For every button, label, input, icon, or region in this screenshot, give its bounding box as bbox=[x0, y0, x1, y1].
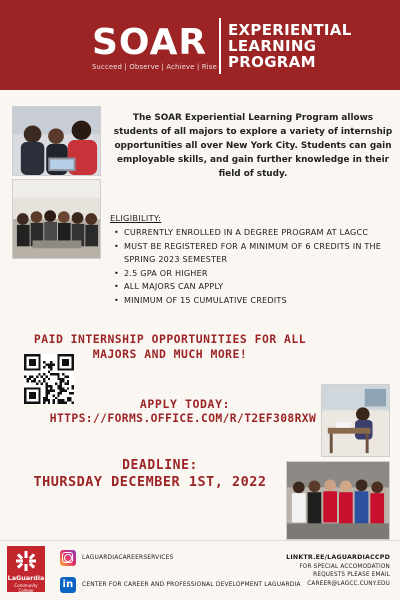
linkedin-name[interactable]: CENTER FOR CAREER AND PROFESSIONAL DEVELOPMENT LAGUARDIA bbox=[82, 582, 301, 588]
eligibility-heading: ELIGIBILITY: bbox=[110, 213, 162, 223]
soar-tagline: Succeed | Observe | Achieve | Rise bbox=[92, 63, 217, 71]
program-title-line: PROGRAM bbox=[228, 53, 316, 71]
eligibility-item: • CURRENTLY ENROLLED IN A DEGREE PROGRAM AT LAGCC bbox=[110, 226, 395, 240]
logo-subtitle: Community College bbox=[14, 583, 38, 593]
intro-paragraph: The SOAR Experiential Learning Program allows students of all majors to explore a variety of internship opportunities all over New York City. Students can gain employable skills, and gain further knowledge in their field of study. bbox=[113, 113, 393, 179]
header-banner bbox=[0, 0, 400, 90]
eligibility-item: • ALL MAJORS CAN APPLY bbox=[110, 280, 395, 294]
soar-title: SOAR bbox=[92, 22, 208, 63]
accommodation-line: REQUESTS PLEASE EMAIL bbox=[313, 572, 390, 579]
contact-block bbox=[240, 554, 390, 588]
accommodation-line: FOR SPECIAL ACCOMODATION bbox=[299, 563, 390, 570]
instagram-handle[interactable]: LAGUARDIACAREERSERVICES bbox=[82, 555, 174, 561]
laguardia-mark-icon bbox=[15, 550, 37, 572]
deadline-title: DEADLINE: bbox=[122, 458, 198, 473]
eligibility-item: • MINIMUM OF 15 CUMULATIVE CREDITS bbox=[110, 294, 395, 308]
laguardia-logo-icon bbox=[7, 546, 45, 592]
photo-students-laptop bbox=[12, 106, 101, 176]
photo-student-group bbox=[12, 179, 101, 259]
apply-url-link[interactable]: HTTPS://FORMS.OFFICE.COM/R/T2EF308RXW bbox=[49, 412, 317, 425]
linkedin-icon: in bbox=[60, 577, 76, 593]
footer-divider bbox=[0, 540, 400, 541]
header-divider bbox=[219, 18, 221, 74]
instagram-icon bbox=[60, 550, 76, 566]
eligibility-item: • 2.5 GPA OR HIGHER bbox=[110, 267, 395, 281]
program-title-line: EXPERIENTIAL bbox=[228, 21, 352, 39]
program-title bbox=[228, 22, 352, 70]
photo-student-desk bbox=[321, 384, 390, 457]
eligibility-item: • MUST BE REGISTERED FOR A MINIMUM OF 6 CREDITS IN THE SPRING 2023 SEMESTER bbox=[110, 240, 395, 267]
program-title-line: LEARNING bbox=[228, 37, 317, 55]
apply-title: APPLY TODAY: bbox=[139, 397, 231, 411]
eligibility-list bbox=[110, 226, 395, 307]
photo-volunteer-group bbox=[286, 461, 390, 540]
contact-email[interactable]: CAREER@LAGCC.CUNY.EDU bbox=[307, 580, 390, 587]
logo-name: LaGuardia bbox=[7, 574, 45, 582]
instagram-row[interactable] bbox=[60, 550, 174, 566]
deadline-date: THURSDAY DECEMBER 1ST, 2022 bbox=[33, 474, 267, 490]
linktree-link[interactable]: LINKTR.EE/LAGUARDIACCPD bbox=[286, 554, 390, 561]
paid-internship-banner: PAID INTERNSHIP OPPORTUNITIES FOR ALL MAJORS AND MUCH MORE! bbox=[33, 332, 307, 361]
